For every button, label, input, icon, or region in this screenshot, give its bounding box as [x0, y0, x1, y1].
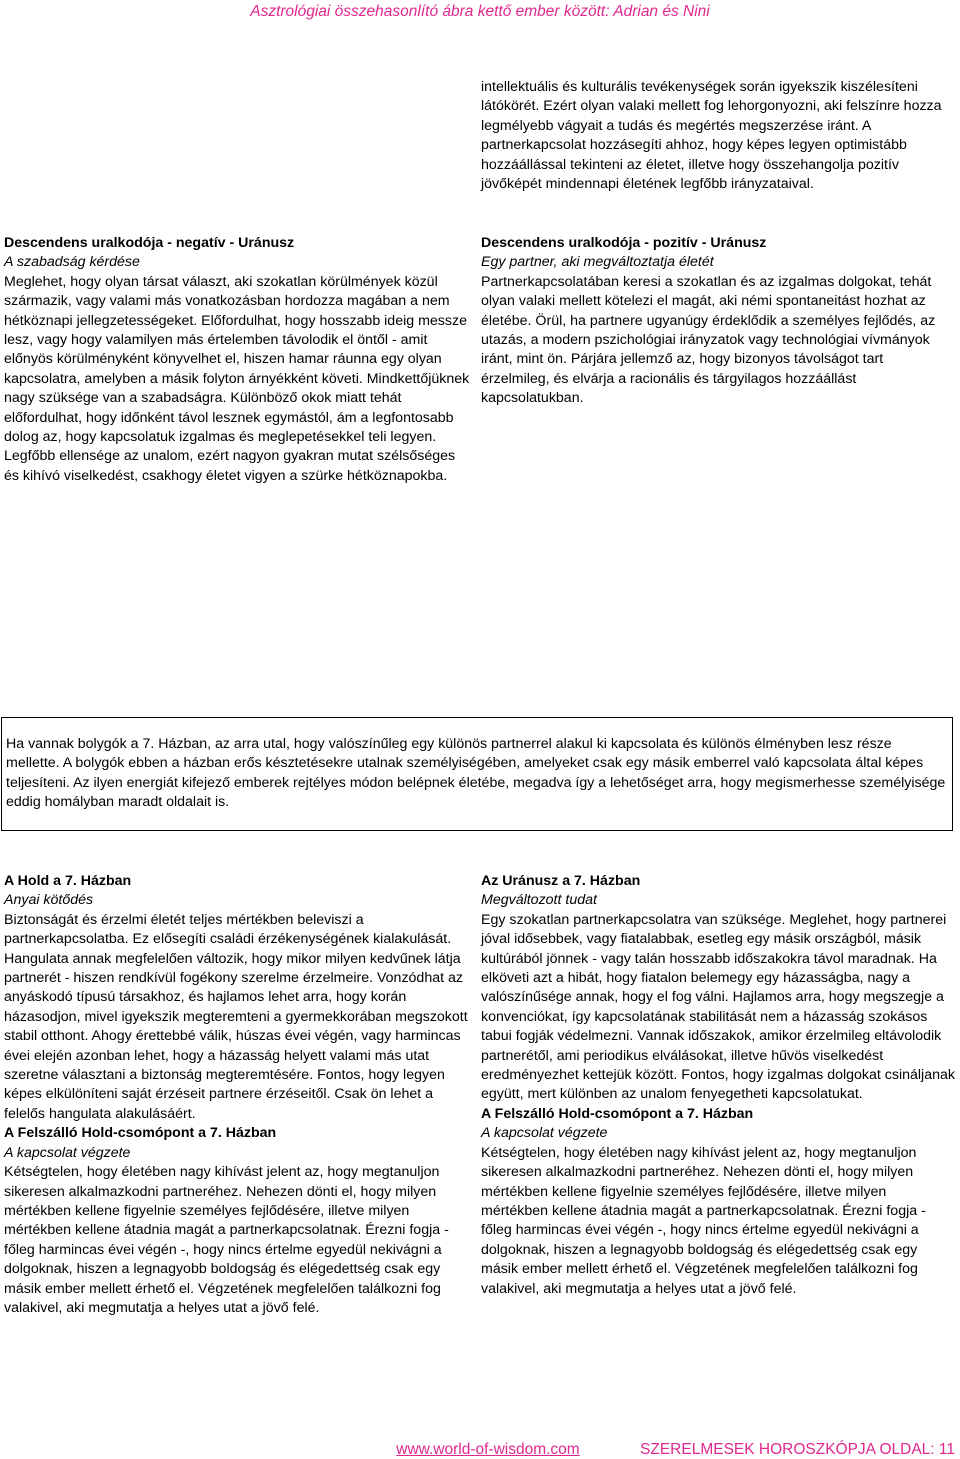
note-box-text: Ha vannak bolygók a 7. Házban, az arra utal, hogy valószínűleg egy különös partnerrel alakul ki kapcsolata és különös élményben lesz része mellette. A bolygók ebben a házban erős késztetésekre utalnak személyiségében, amelyeket csak egy másik emberrel való kapcsolata által képes teljesíteni. Az ilyen energiát kifejező emberek rejtélyes módon belépnek életébe, megadva így a lehetőséget arra, hogy megismerhesse személyisége eddig homályban maradt oldalait is. — [6, 736, 946, 811]
section-body: Meglehet, hogy olyan társat választ, aki szokatlan körülmények közül származik, vagy valami más vonatkozásban hordozza magában a nem hétköznapi jellegzetességeket. Előfordulhat, hogy hosszabb ideig messze lesz, vagy hogy valamilyen más értelemben távolodik el öntől - amit előnyös körülményként könyvelhet el, hiszen hamar ráunna egy olyan kapcsolatra, amelyben a másik folyton árnyékként követi. Mindkettőjüknek nagy szüksége van a szabadságra. Különböző okok miatt tehát előfordulhat, hogy időnként távol lesznek egymástól, ám a legfontosabb dolog az, hogy kapcsolatuk izgalmas és meglepetésekkel teli legyen. Legfőbb ellensége az unalom, ezért nagyon gyakran mutat szélsőséges és kihívó viselkedést, csakhogy életet vigyen a szürke hétköznapokba. — [4, 273, 470, 484]
descendant-negative-section — [4, 234, 472, 486]
page-footer — [396, 1440, 955, 1459]
node-subtitle: A kapcsolat végzete — [4, 1144, 131, 1161]
footer-page-number: SZERELMESEK HOROSZKÓPJA OLDAL: 11 — [640, 1441, 955, 1458]
node-body: Kétségtelen, hogy életében nagy kihívást jelent az, hogy megtanuljon sikeresen alkalmazkodni partneréhez. Nehezen dönti el, hogy milyen mértékben kellene figyelnie személyes fejlődésére, illetve milyen mértékben kellene átadnia magát a partnerkapcsolatnak. Érezni fogja - főleg harmincas évei végén -, hogy nincs értelme egyedül nekivágni a dolgoknak, hiszen a legnagyobb boldogság és elégedettség csak egy másik ember mellett érhető el. Végzetének megfelelően találkozni fog valakivel, aki megmutatja a helyes utat a jövő felé. — [4, 1164, 449, 1316]
section-subtitle: Egy partner, aki megváltoztatja életét — [481, 254, 714, 271]
section-body: Partnerkapcsolatában keresi a szokatlan és az izgalmas dolgokat, tehát olyan valaki mellett kötelezi el magát, aki némi spontaneitást hozhat az életébe. Örül, ha partnere ugyanúgy érdeklődik a személyes fejlődés, az utazás, a modern pszichológiai irányzatok vagy technológiai vívmányok iránt, mint ön. Párjára jellemző az, hogy bizonyos távolságot tart érzelmileg, és elvárja a racionális és tárgyilagos hozzáállást kapcsolatukban. — [481, 273, 936, 407]
right-intro-text: intellektuális és kulturális tevékenységek során igyekszik kiszélesíteni látókörét. Ezért olyan valaki mellett fog lehorgonyozni, aki felszínre hozza legmélyebb vágyait a tudás és megértés megszerzése iránt. A partnerkapcsolat hozzásegíti ahhoz, hogy képes legyen optimistább hozzáállással tekinteni az életet, illetve hogy összehangolja pozitív jövőképét mindennapi életének legfőbb irányzataival. — [481, 79, 942, 193]
moon-body: Biztonságát és érzelmi életét teljes mértékben beleviszi a partnerkapcsolatba. Ez elősegíti családi érzékenységének kialakulását. Hangulata annak megfelelően változik, hogy mikor milyen kedvűnek látja partnerét - hiszen rendkívül fogékony szerelme érzelmeire. Vonzódhat az anyáskodó típusú társakhoz, és hajlamos lehet arra, hogy korán házasodjon, mivel igyekszik megteremteni a gyermekkorában megszokott stabil otthont. Ahogy érettebbé válik, húszas évei végén, vagy harmincas évei elején azonban lehet, hogy a házasság helyett valami más utat szeretne választani a biztonság megteremtésére. Fontos, hogy legyen képes elkülöníteni saját érzéseit partnere érzéseitől. Csak ön lehet a felelős hangulata alakulásáért. — [4, 911, 468, 1122]
footer-site-link[interactable]: www.world-of-wisdom.com — [396, 1441, 580, 1458]
section-heading: Descendens uralkodója - pozitív - Uránusz — [481, 235, 767, 251]
moon-heading: A Hold a 7. Házban — [4, 873, 132, 889]
moon-subtitle: Anyai kötődés — [4, 892, 94, 909]
descendant-positive-section — [481, 234, 955, 409]
right-lower-column — [481, 872, 955, 1299]
node-body: Kétségtelen, hogy életében nagy kihívást jelent az, hogy megtanuljon sikeresen alkalmazkodni partneréhez. Nehezen dönti el, hogy milyen mértékben kellene figyelnie személyes fejlődésére, illetve milyen mértékben kellene átadnia magát a partnerkapcsolatnak. Érezni fogja - főleg harmincas évei végén -, hogy nincs értelme egyedül nekivágni a dolgoknak, hiszen a legnagyobb boldogság és elégedettség csak egy másik ember mellett érhető el. Végzetének megfelelően találkozni fog valakivel, aki megmutatja a helyes utat a jövő felé. — [481, 1144, 926, 1297]
page-header-title: Asztrológiai összehasonlító ábra kettő ember között: Adrian és Nini — [250, 3, 710, 20]
right-intro-section — [481, 78, 955, 194]
node-heading: A Felszálló Hold-csomópont a 7. Házban — [4, 1125, 277, 1142]
uranus-heading: Az Uránusz a 7. Házban — [481, 873, 641, 889]
node-subtitle: A kapcsolat végzete — [481, 1125, 608, 1142]
node-heading: A Felszálló Hold-csomópont a 7. Házban — [481, 1105, 754, 1122]
left-lower-column — [4, 872, 472, 1318]
section-subtitle: A szabadság kérdése — [4, 254, 140, 271]
planets-in-house-note-box — [1, 717, 953, 831]
section-heading: Descendens uralkodója - negatív - Uránusz — [4, 235, 295, 251]
uranus-subtitle: Megváltozott tudat — [481, 892, 597, 909]
uranus-body: Egy szokatlan partnerkapcsolatra van szüksége. Meglehet, hogy partnerei jóval idősebbek, vagy fiatalabbak, esetleg egy másik országból, másik kultúrából jönnek - vagy talán hosszabb időszakokra távol maradnak. Ha elköveti azt a hibát, hogy fiatalon belemegy egy házasságba, nagy a valószínűsége annak, hogy el fog válni. Hajlamos arra, hogy megszegje a konvenciókat, így kapcsolatának stabilitását nem a házasság szokásos tabui fogják védelmezni. Vannak időszakok, amikor érzelmileg eltávolodik partnerétől, ami periodikus elválásokat, illetve hűvös viselkedést eredményezhet kettejük között. Fontos, hogy izgalmas dolgokat csináljanak együtt, mert különben az unalom fenyegetheti kapcsolatukat. — [481, 911, 955, 1103]
